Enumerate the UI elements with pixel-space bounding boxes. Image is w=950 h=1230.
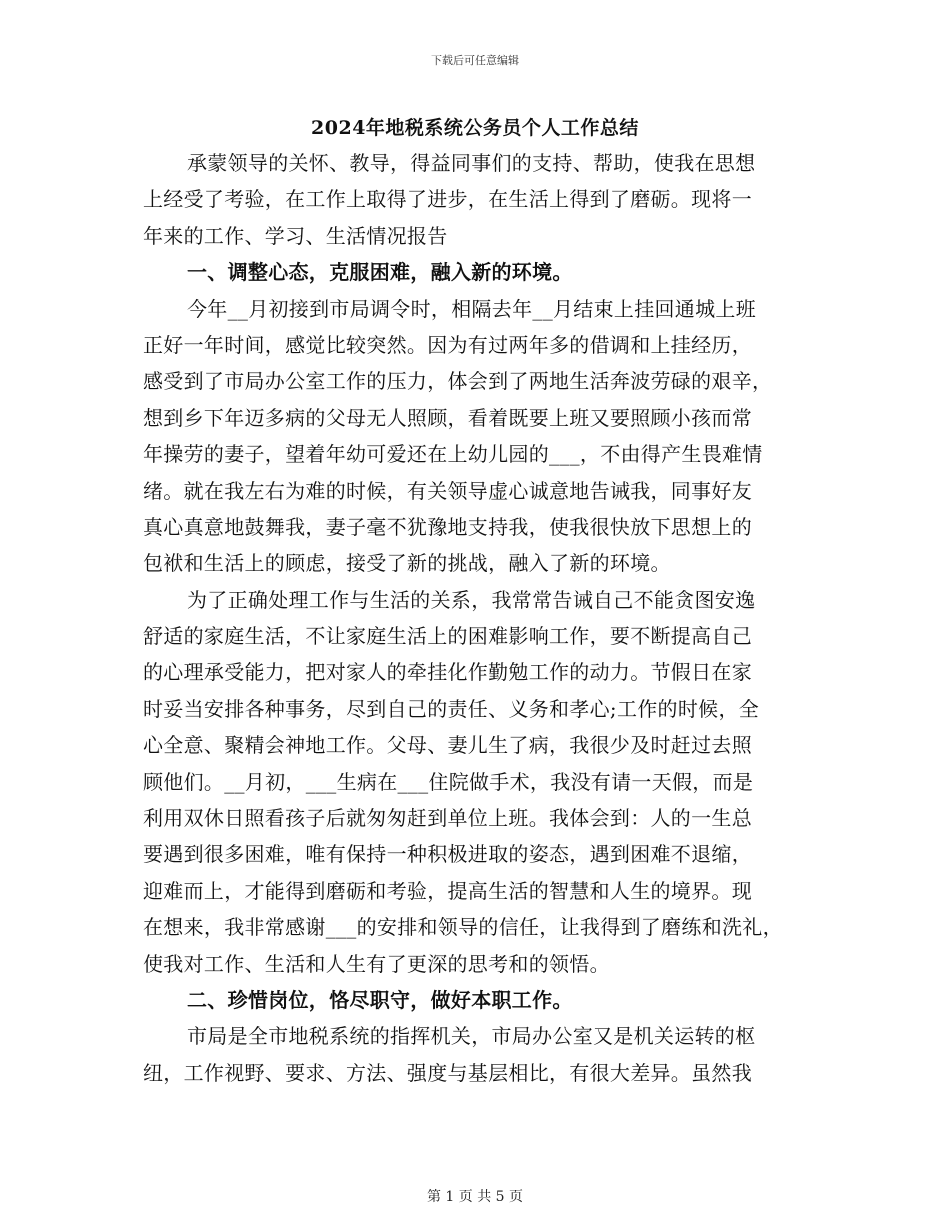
body-line: 舒适的家庭生活，不让家庭生活上的困难影响工作，要不断提高自己: [143, 624, 752, 649]
body-line: 感受到了市局办公室工作的压力，体会到了两地生活奔波劳碌的艰辛，: [143, 369, 773, 394]
section-heading: 一、调整心态，克服困难，融入新的环境。: [187, 260, 573, 285]
document-title: 2024年地税系统公务员个人工作总结: [311, 117, 639, 139]
body-line: 使我对工作、生活和人生有了更深的思考和的领悟。: [143, 951, 610, 976]
section-heading: 二、珍惜岗位，恪尽职守，做好本职工作。: [187, 987, 573, 1012]
document-body: [143, 145, 823, 1091]
header-note: 下载后可任意编辑: [431, 54, 519, 67]
body-line: 包袱和生活上的顾虑，接受了新的挑战，融入了新的环境。: [143, 551, 671, 576]
body-line: 要遇到很多困难，唯有保持一种积极进取的姿态，遇到困难不退缩，: [143, 842, 752, 867]
body-line: 利用双休日照看孩子后就匆匆赶到单位上班。我体会到：人的一生总: [143, 806, 752, 831]
body-line: 上经受了考验，在工作上取得了进步，在生活上得到了磨砺。现将一: [143, 187, 752, 212]
body-line: 想到乡下年迈多病的父母无人照顾，看着既要上班又要照顾小孩而常: [143, 405, 752, 430]
body-line: 年来的工作、学习、生活情况报告: [143, 223, 448, 248]
body-line: 真心真意地鼓舞我，妻子毫不犹豫地支持我，使我很快放下思想上的: [143, 514, 752, 539]
body-line: 承蒙领导的关怀、教导，得益同事们的支持、帮助，使我在思想: [187, 151, 756, 175]
body-line: 时妥当安排各种事务，尽到自己的责任、义务和孝心;工作的时候，全: [143, 696, 760, 721]
body-line: 今年__月初接到市局调令时，相隔去年__月结束上挂回通城上班: [187, 296, 756, 321]
body-line: 绪。就在我左右为难的时候，有关领导虚心诚意地告诫我，同事好友: [143, 478, 752, 503]
body-line: 纽，工作视野、要求、方法、强度与基层相比，有很大差异。虽然我: [143, 1060, 752, 1085]
body-line: 的心理承受能力，把对家人的牵挂化作勤勉工作的动力。节假日在家: [143, 660, 752, 685]
body-line: 在想来，我非常感谢___的安排和领导的信任，让我得到了磨练和洗礼，: [143, 915, 783, 940]
body-line: 为了正确处理工作与生活的关系，我常常告诫自己不能贪图安逸: [187, 587, 756, 612]
page-number: 第 1 页 共 5 页: [426, 1189, 524, 1205]
body-line: 年操劳的妻子，望着年幼可爱还在上幼儿园的___，不由得产生畏难情: [143, 442, 763, 467]
body-line: 顾他们。__月初，___生病在___住院做手术，我没有请一天假，而是: [143, 769, 754, 794]
body-line: 迎难而上，才能得到磨砺和考验，提高生活的智慧和人生的境界。现: [143, 878, 752, 903]
body-line: 市局是全市地税系统的指挥机关，市局办公室又是机关运转的枢: [187, 1024, 756, 1049]
body-line: 心全意、聚精会神地工作。父母、妻儿生了病，我很少及时赶过去照: [143, 733, 752, 758]
body-line: 正好一年时间，感觉比较突然。因为有过两年多的借调和上挂经历，: [143, 332, 752, 357]
